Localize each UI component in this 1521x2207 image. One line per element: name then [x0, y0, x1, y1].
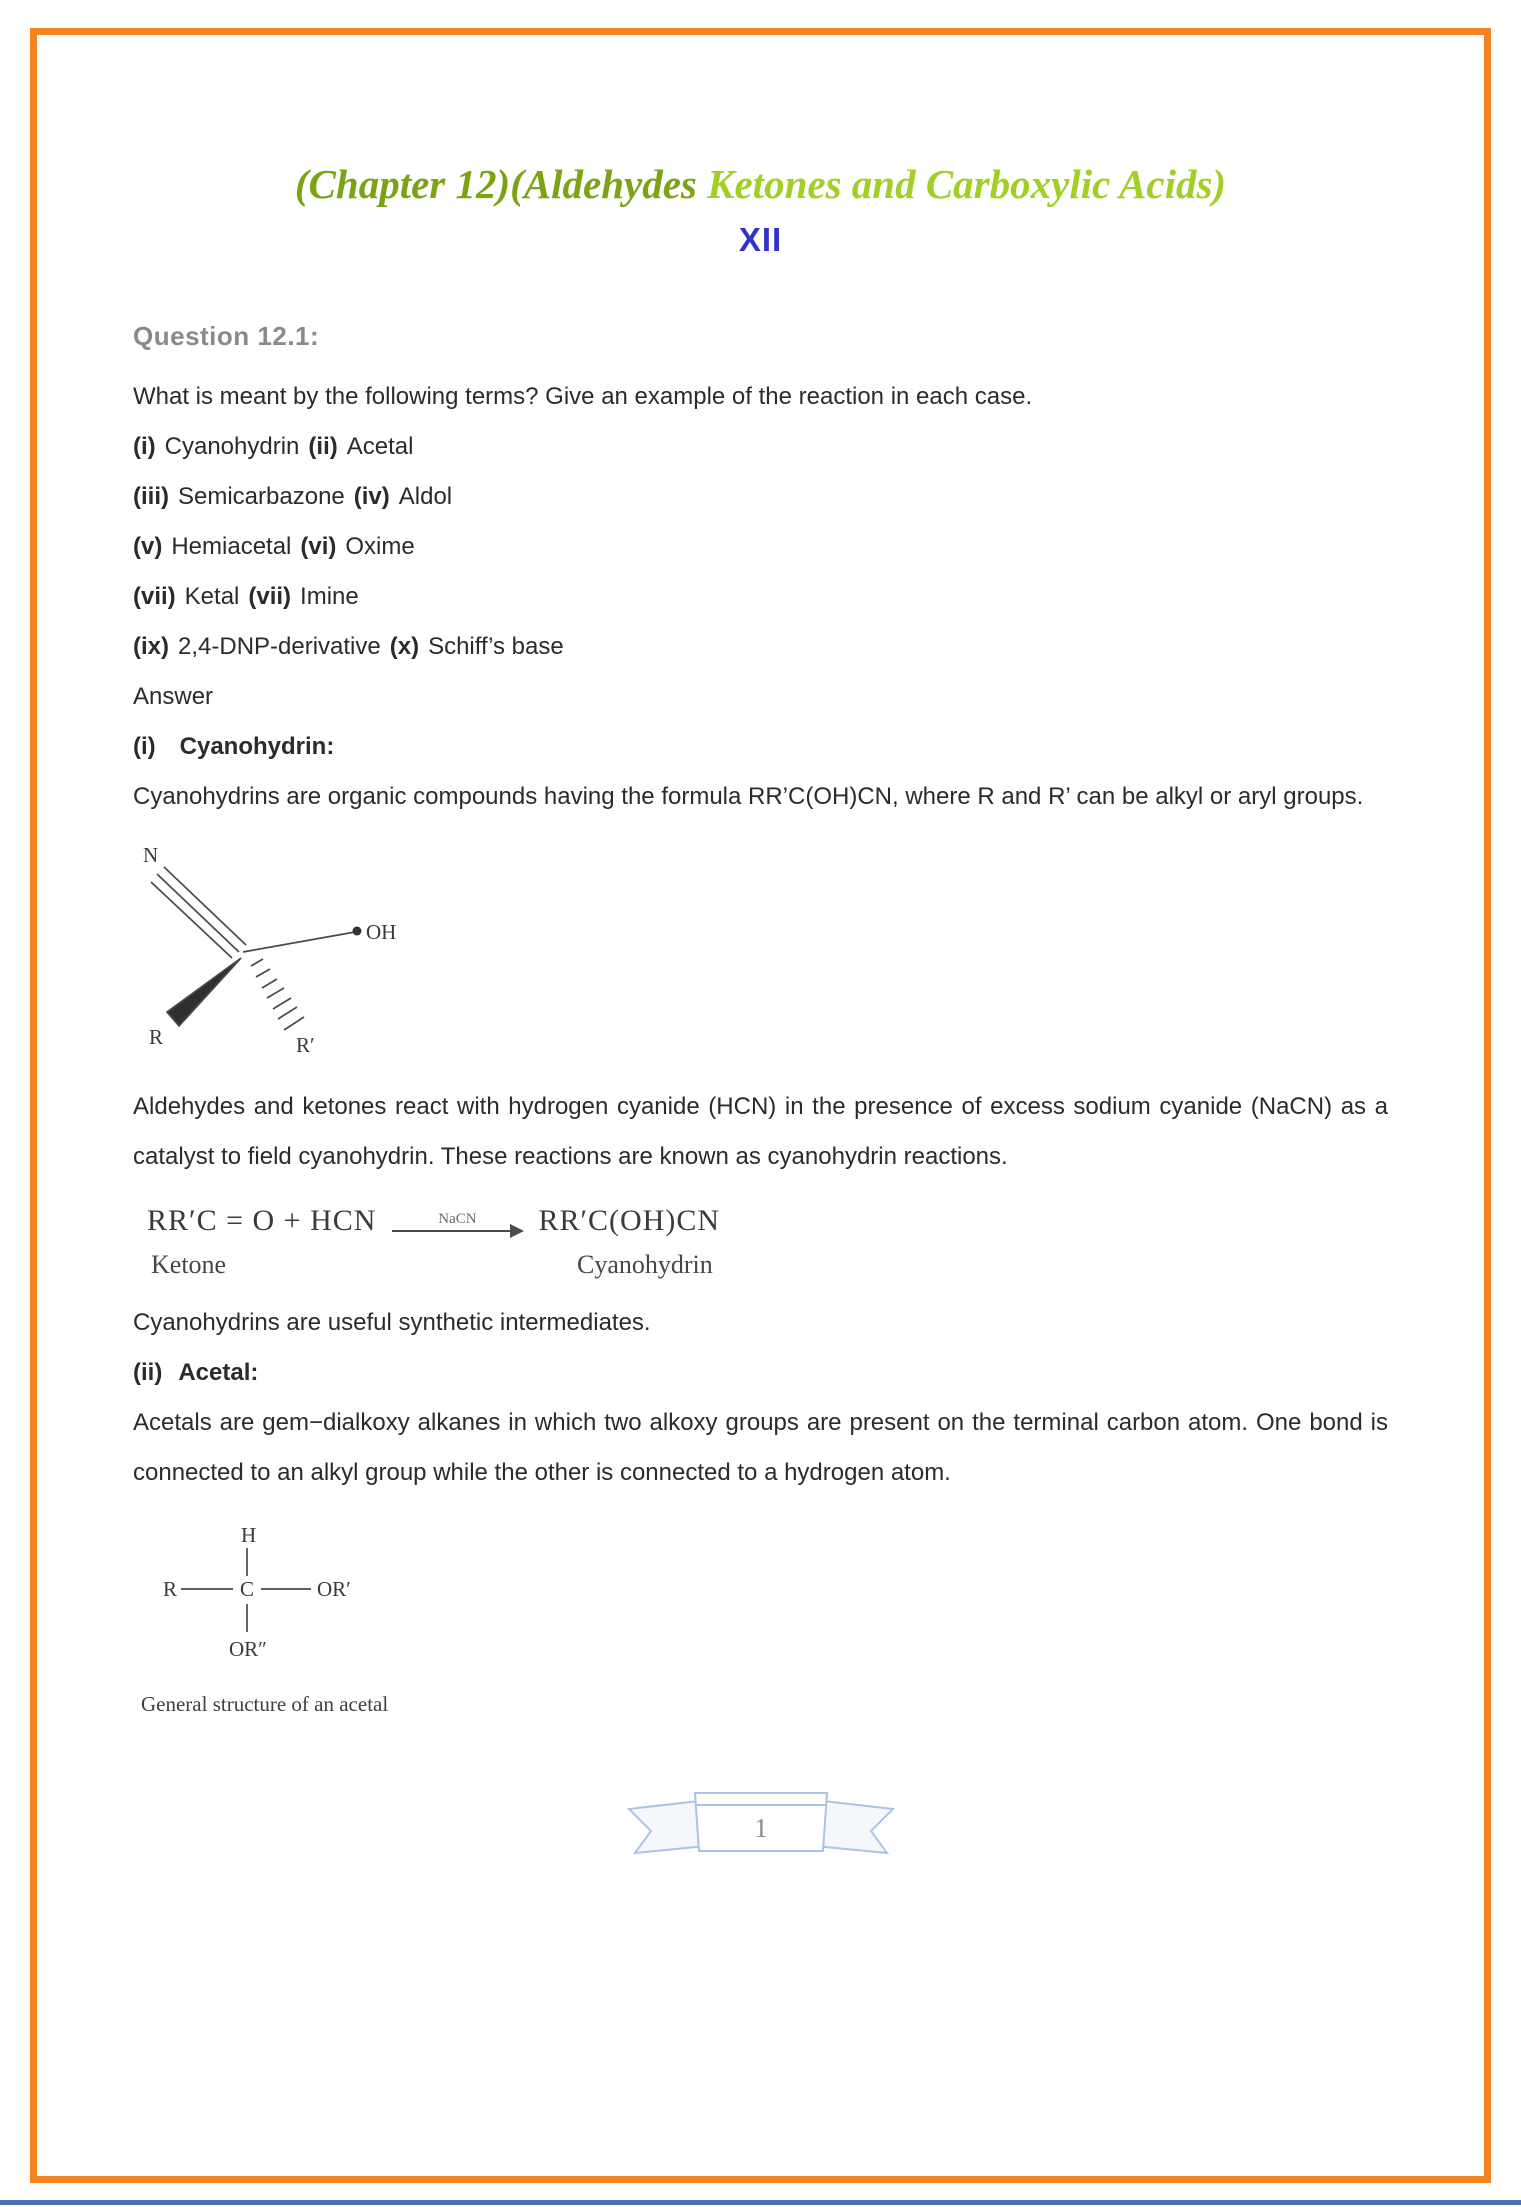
- atom-label-r: R: [149, 1025, 164, 1050]
- bond-dot: [353, 927, 362, 936]
- page-title: [133, 160, 1388, 209]
- atom-label-or-prime: OR′: [317, 1577, 351, 1602]
- paragraph-cyanohydrin-definition: Cyanohydrins are organic compounds having the formula RR’C(OH)CN, where R and R’ can be alkyl or aryl groups.: [133, 783, 1364, 811]
- atom-label-oh: OH: [366, 920, 397, 945]
- page-number-ribbon: [621, 1781, 901, 1863]
- structure-caption: General structure of an acetal: [141, 1692, 389, 1717]
- cyanohydrin-structure: [133, 836, 423, 1072]
- term-line: [133, 422, 1388, 472]
- atom-label-n: N: [143, 843, 159, 868]
- question-heading: Question 12.1:: [133, 321, 320, 352]
- atom-label-or-doubleprime: OR″: [229, 1637, 267, 1662]
- term-text: Acetal: [346, 433, 414, 461]
- label-cyanohydrin: Cyanohydrin: [577, 1250, 713, 1280]
- term-text: Cyanohydrin: [164, 433, 300, 461]
- term-text: Ketal: [184, 583, 240, 611]
- part-number: (i): [133, 733, 156, 761]
- atom-label-h: H: [241, 1523, 257, 1548]
- arrow-shaft: [392, 1230, 522, 1232]
- catalyst-label: NaCN: [438, 1210, 477, 1227]
- term-number: (ii): [308, 433, 338, 461]
- term-number: (x): [389, 633, 420, 661]
- part-title: Cyanohydrin:: [179, 733, 335, 761]
- hashed-wedge-bond: [251, 959, 304, 1030]
- part-ii-heading: [133, 1348, 1388, 1398]
- term-text: Semicarbazone: [178, 483, 345, 511]
- atom-label-r-prime: R′: [296, 1033, 315, 1058]
- part-title: Acetal:: [178, 1359, 259, 1387]
- page-number: 1: [753, 1813, 768, 1844]
- paragraph-hcn-reaction: Aldehydes and ketones react with hydrogen cyanide (HCN) in the presence of excess sodium cyanide (NaCN) as a catalyst to field cyanohydrin. These reactions are known as cyanohydrin reactions.: [133, 1093, 1388, 1171]
- term-text: Aldol: [398, 483, 453, 511]
- term-number: (vii): [248, 583, 292, 611]
- page-title-part1: (Chapter 12)(Aldehydes: [294, 161, 708, 207]
- term-text: Hemiacetal: [171, 533, 292, 561]
- term-text: Imine: [300, 583, 359, 611]
- equation-labels: [147, 1250, 1388, 1284]
- triple-bond: [151, 867, 246, 958]
- term-text: 2,4-DNP-derivative: [178, 633, 381, 661]
- term-number: (i): [133, 433, 156, 461]
- term-number: (iv): [353, 483, 390, 511]
- page-footer: [133, 1781, 1388, 1868]
- page-title-part2: Ketones and Carboxylic Acids): [707, 161, 1227, 207]
- acetal-structure: [141, 1522, 381, 1682]
- equation-lhs: RR′C = O + HCN: [147, 1204, 377, 1238]
- term-text: Schiff’s base: [428, 633, 564, 661]
- bottom-divider: [0, 2200, 1521, 2205]
- solid-wedge-bond: [167, 958, 241, 1026]
- grade-label: XII: [738, 221, 783, 259]
- term-number: (vii): [133, 583, 176, 611]
- term-line: [133, 572, 1388, 622]
- atom-label-r: R: [163, 1577, 178, 1602]
- question-intro: What is meant by the following terms? Give an example of the reaction in each case.: [133, 383, 1033, 411]
- equation-rhs: RR′C(OH)CN: [538, 1204, 721, 1238]
- term-line: [133, 472, 1388, 522]
- paragraph-acetal-definition: Acetals are gem−dialkoxy alkanes in which two alkoxy groups are present on the terminal carbon atom. One bond is connected to an alkyl group while the other is connected to a hydrogen atom.: [133, 1409, 1388, 1487]
- reaction-arrow-icon: [392, 1211, 522, 1232]
- term-number: (ix): [133, 633, 169, 661]
- term-line: [133, 622, 1388, 672]
- term-text: Oxime: [345, 533, 415, 561]
- paragraph-intermediates: Cyanohydrins are useful synthetic intermediates.: [133, 1309, 651, 1337]
- part-number: (ii): [133, 1359, 163, 1387]
- label-ketone: Ketone: [151, 1250, 227, 1280]
- term-number: (vi): [300, 533, 337, 561]
- atom-label-c: C: [240, 1577, 255, 1602]
- single-bond-oh: [243, 932, 355, 952]
- reaction-equation: [147, 1204, 1388, 1284]
- term-number: (v): [133, 533, 163, 561]
- term-line: [133, 522, 1388, 572]
- equation-row: [147, 1204, 1388, 1238]
- term-number: (iii): [133, 483, 169, 511]
- answer-label: Answer: [133, 683, 214, 711]
- part-i-heading: [133, 722, 1388, 772]
